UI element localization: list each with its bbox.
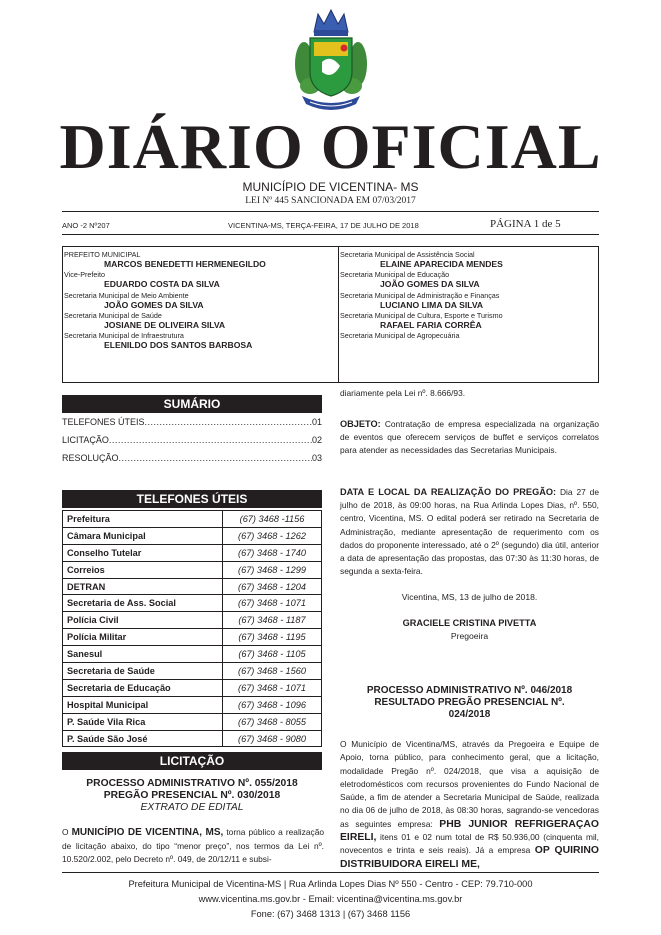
table-row — [63, 527, 322, 544]
phone-number: (67) 3468 - 8055 — [223, 713, 322, 730]
law-reference: LEI Nº 445 SANCIONADA EM 07/03/2017 — [245, 196, 416, 206]
table-row — [63, 679, 322, 696]
official-name: JOÃO GOMES DA SILVA — [380, 279, 480, 290]
table-row — [63, 730, 322, 747]
phone-number: (67) 3468 - 1262 — [223, 527, 322, 544]
official-role: Secretaria Municipal de Saúde — [64, 310, 162, 320]
objeto-paragraph — [340, 418, 599, 458]
summary-item[interactable] — [62, 413, 322, 431]
phone-name: Secretaria de Saúde — [63, 663, 223, 680]
licitacao-body — [62, 826, 324, 867]
result-heading — [340, 685, 599, 721]
result-heading-line: RESULTADO PREGÃO PRESENCIAL Nº. — [374, 697, 565, 708]
phones-table — [62, 510, 322, 747]
table-row — [63, 646, 322, 663]
official-role: Secretaria Municipal de Infraestrutura — [64, 331, 184, 341]
summary-item-page: 02 — [311, 435, 322, 445]
licitacao-body-text: torna público a realização de licitação abaixo, do tipo “menor preço”, nos termos da Lei nº. 10.520/2.002, pelo Decreto nº. 049, de 20/12/11 e subsi- — [62, 827, 325, 864]
signer-name: GRACIELE CRISTINA PIVETTA — [402, 618, 537, 628]
phone-number: (67) 3468 - 1105 — [223, 646, 322, 663]
municipality-name: MUNICÍPIO DE VICENTINA- MS — [242, 180, 419, 194]
phone-name: Secretaria de Ass. Social — [63, 595, 223, 612]
table-row — [63, 696, 322, 713]
masthead-title: DIÁRIO OFICIAL — [59, 111, 602, 182]
official-name: JOÃO GOMES DA SILVA — [104, 299, 204, 310]
summary-heading: SUMÁRIO — [62, 395, 322, 413]
page-number: PÁGINA 1 de 5 — [490, 218, 561, 230]
result-company: PHB JUNIOR REFRIGERAÇAO EIRELI, — [340, 818, 599, 844]
official-role: PREFEITO MUNICIPAL — [64, 250, 141, 259]
footer-rule — [62, 872, 599, 873]
summary-item[interactable] — [62, 449, 322, 467]
objeto-text: Contratação de empresa especializada na organização de eventos que oferecem serviços de buffet e serviços correlatos para atender as necessidades das Secretarias Municipais. — [340, 419, 599, 456]
official-name: MARCOS BENEDETTI HERMENEGILDO — [104, 259, 266, 269]
phone-name: Correios — [63, 561, 223, 578]
phone-name: Secretaria de Educação — [63, 679, 223, 696]
data-local-text: Dia 27 de julho de 2018, às 09:00 horas, na Rua Arlinda Lopes Dias, nº. 550, centro, Vicentina, MS. O edital poderá ser retirado na Secretaria de Administração, mediante apresentação de requerimento com os dados do proponente interessado, até o 2º (segundo) dia útil, anterior a data de apresentação das propostas, das 07:30 às 11:30 horas, de segunda a sexta-feira. — [340, 487, 599, 577]
official-name: LUCIANO LIMA DA SILVA — [380, 299, 484, 310]
header-rule-bottom — [62, 234, 599, 235]
signer-role: Pregoeira — [450, 631, 489, 641]
continuation-text: diariamente pela Lei nº. 8.666/93. — [340, 388, 466, 398]
summary-item-label: LICITAÇÃO — [62, 435, 109, 445]
phone-name: DETRAN — [63, 578, 223, 595]
summary-leader-dots — [145, 413, 312, 431]
official-role: Secretaria Municipal de Administração e Finanças — [340, 290, 500, 300]
issue-number: ANO -2 Nº207 — [62, 221, 110, 230]
phone-name: Conselho Tutelar — [63, 544, 223, 561]
objeto-label: OBJETO: — [340, 419, 381, 429]
official-name: EDUARDO COSTA DA SILVA — [104, 279, 220, 290]
phone-number: (67) 3468 - 1187 — [223, 612, 322, 629]
result-text: itens 01 e 02 num total de R$ 50.936,00 (cinquenta mil, novecentos e trinta e seis reais). Já a empresa — [340, 832, 599, 856]
data-local-label: DATA E LOCAL DA REALIZAÇÃO DO PREGÃO: — [340, 487, 557, 497]
official-role: Secretaria Municipal de Agropecuária — [340, 331, 460, 341]
phone-name: Hospital Municipal — [63, 696, 223, 713]
phone-number: (67) 3468 -1156 — [223, 511, 322, 528]
licitacao-process: PROCESSO ADMINISTRATIVO Nº. 055/2018 — [86, 778, 298, 789]
phone-number: (67) 3468 - 1299 — [223, 561, 322, 578]
official-role: Secretaria Municipal de Assistência Social — [340, 250, 475, 259]
summary-list — [62, 413, 322, 467]
header-rule-top — [62, 211, 599, 212]
official-role: Secretaria Municipal de Cultura, Esporte e Turismo — [340, 310, 503, 320]
phone-name: Prefeitura — [63, 511, 223, 528]
official-name: ELENILDO DOS SANTOS BARBOSA — [104, 340, 253, 351]
table-row — [63, 561, 322, 578]
footer-address: Prefeitura Municipal de Vicentina-MS | Rua Arlinda Lopes Dias Nº 550 - Centro - CEP: 79.710-000 — [128, 879, 533, 889]
officials-left-column — [64, 250, 336, 351]
phone-number: (67) 3468 - 1560 — [223, 663, 322, 680]
summary-item-page: 01 — [311, 417, 322, 427]
dateline: VICENTINA-MS, TERÇA-FEIRA, 17 DE JULHO DE 2018 — [228, 221, 419, 230]
summary-leader-dots — [119, 449, 312, 467]
phone-number: (67) 3468 - 1195 — [223, 629, 322, 646]
licitacao-heading: LICITAÇÃO — [62, 752, 322, 770]
summary-item[interactable] — [62, 431, 322, 449]
phone-name: Polícia Militar — [63, 629, 223, 646]
summary-leader-dots — [109, 431, 312, 449]
licitacao-header — [62, 778, 322, 814]
official-role: Vice-Prefeito — [64, 270, 106, 280]
phone-name: Câmara Municipal — [63, 527, 223, 544]
result-company: OP QUIRINO DISTRIBUIDORA EIRELI ME, — [340, 845, 599, 870]
official-role: Secretaria Municipal de Educação — [340, 270, 450, 280]
table-row — [63, 629, 322, 646]
data-local-paragraph — [340, 486, 599, 578]
official-role: Secretaria Municipal de Meio Ambiente — [64, 290, 189, 300]
phone-name: P. Saúde Vila Rica — [63, 713, 223, 730]
result-text: O Município de Vicentina/MS, através da Pregoeira e Equipe de Apoio, torna público, para conhecimento geral, que a licitação, modalidade Pregão nº. 024/2018, que visa a aquisição de eletrodomésticos com recursos provenientes do Fundo Nacional de Saúde, a fim de atender a Secretaria Municipal de Saúde, realizada no dia 06 de julho de 2018, às 08:30 horas, sagrando-se vencedoras as seguintes empresa: — [340, 739, 599, 829]
official-name: JOSIANE DE OLIVEIRA SILVA — [104, 319, 226, 330]
official-name: RAFAEL FARIA CORRÊA — [380, 319, 482, 330]
result-paragraph — [340, 738, 599, 871]
result-heading-line: 024/2018 — [448, 709, 491, 720]
phone-number: (67) 3468 - 1071 — [223, 595, 322, 612]
phone-name: Polícia Civil — [63, 612, 223, 629]
licitacao-pregao: PREGÃO PRESENCIAL Nº. 030/2018 — [103, 790, 281, 801]
summary-item-label: TELEFONES ÚTEIS — [62, 417, 145, 427]
officials-divider — [338, 247, 339, 382]
result-heading-line: PROCESSO ADMINISTRATIVO Nº. 046/2018 — [366, 685, 573, 696]
table-row — [63, 511, 322, 528]
phone-name: Sanesul — [63, 646, 223, 663]
summary-item-page: 03 — [311, 453, 322, 463]
officials-box — [62, 246, 599, 383]
phone-number: (67) 3468 - 1096 — [223, 696, 322, 713]
licitacao-subtitle: EXTRATO DE EDITAL — [140, 802, 244, 813]
table-row — [63, 663, 322, 680]
table-row — [63, 578, 322, 595]
table-row — [63, 544, 322, 561]
phones-heading: TELEFONES ÚTEIS — [62, 490, 322, 508]
phone-number: (67) 3468 - 1740 — [223, 544, 322, 561]
table-row — [63, 713, 322, 730]
phone-number: (67) 3468 - 9080 — [223, 730, 322, 747]
table-row — [63, 595, 322, 612]
officials-right-column — [340, 250, 598, 340]
phone-number: (67) 3468 - 1071 — [223, 679, 322, 696]
licitacao-body-prefix: O — [62, 827, 72, 837]
licitacao-body-entity: MUNICÍPIO DE VICENTINA, MS, — [71, 827, 224, 838]
municipal-coat-of-arms-icon — [292, 6, 370, 118]
place-date: Vicentina, MS, 13 de julho de 2018. — [401, 592, 538, 602]
phone-name: P. Saúde São José — [63, 730, 223, 747]
footer-phone: Fone: (67) 3468 1313 | (67) 3468 1156 — [250, 909, 411, 919]
summary-item-label: RESOLUÇÃO — [62, 453, 119, 463]
official-name: ELAINE APARECIDA MENDES — [380, 259, 503, 269]
table-row — [63, 612, 322, 629]
footer-web: www.vicentina.ms.gov.br - Email: vicentina@vicentina.ms.gov.br — [198, 894, 463, 904]
phone-number: (67) 3468 - 1204 — [223, 578, 322, 595]
